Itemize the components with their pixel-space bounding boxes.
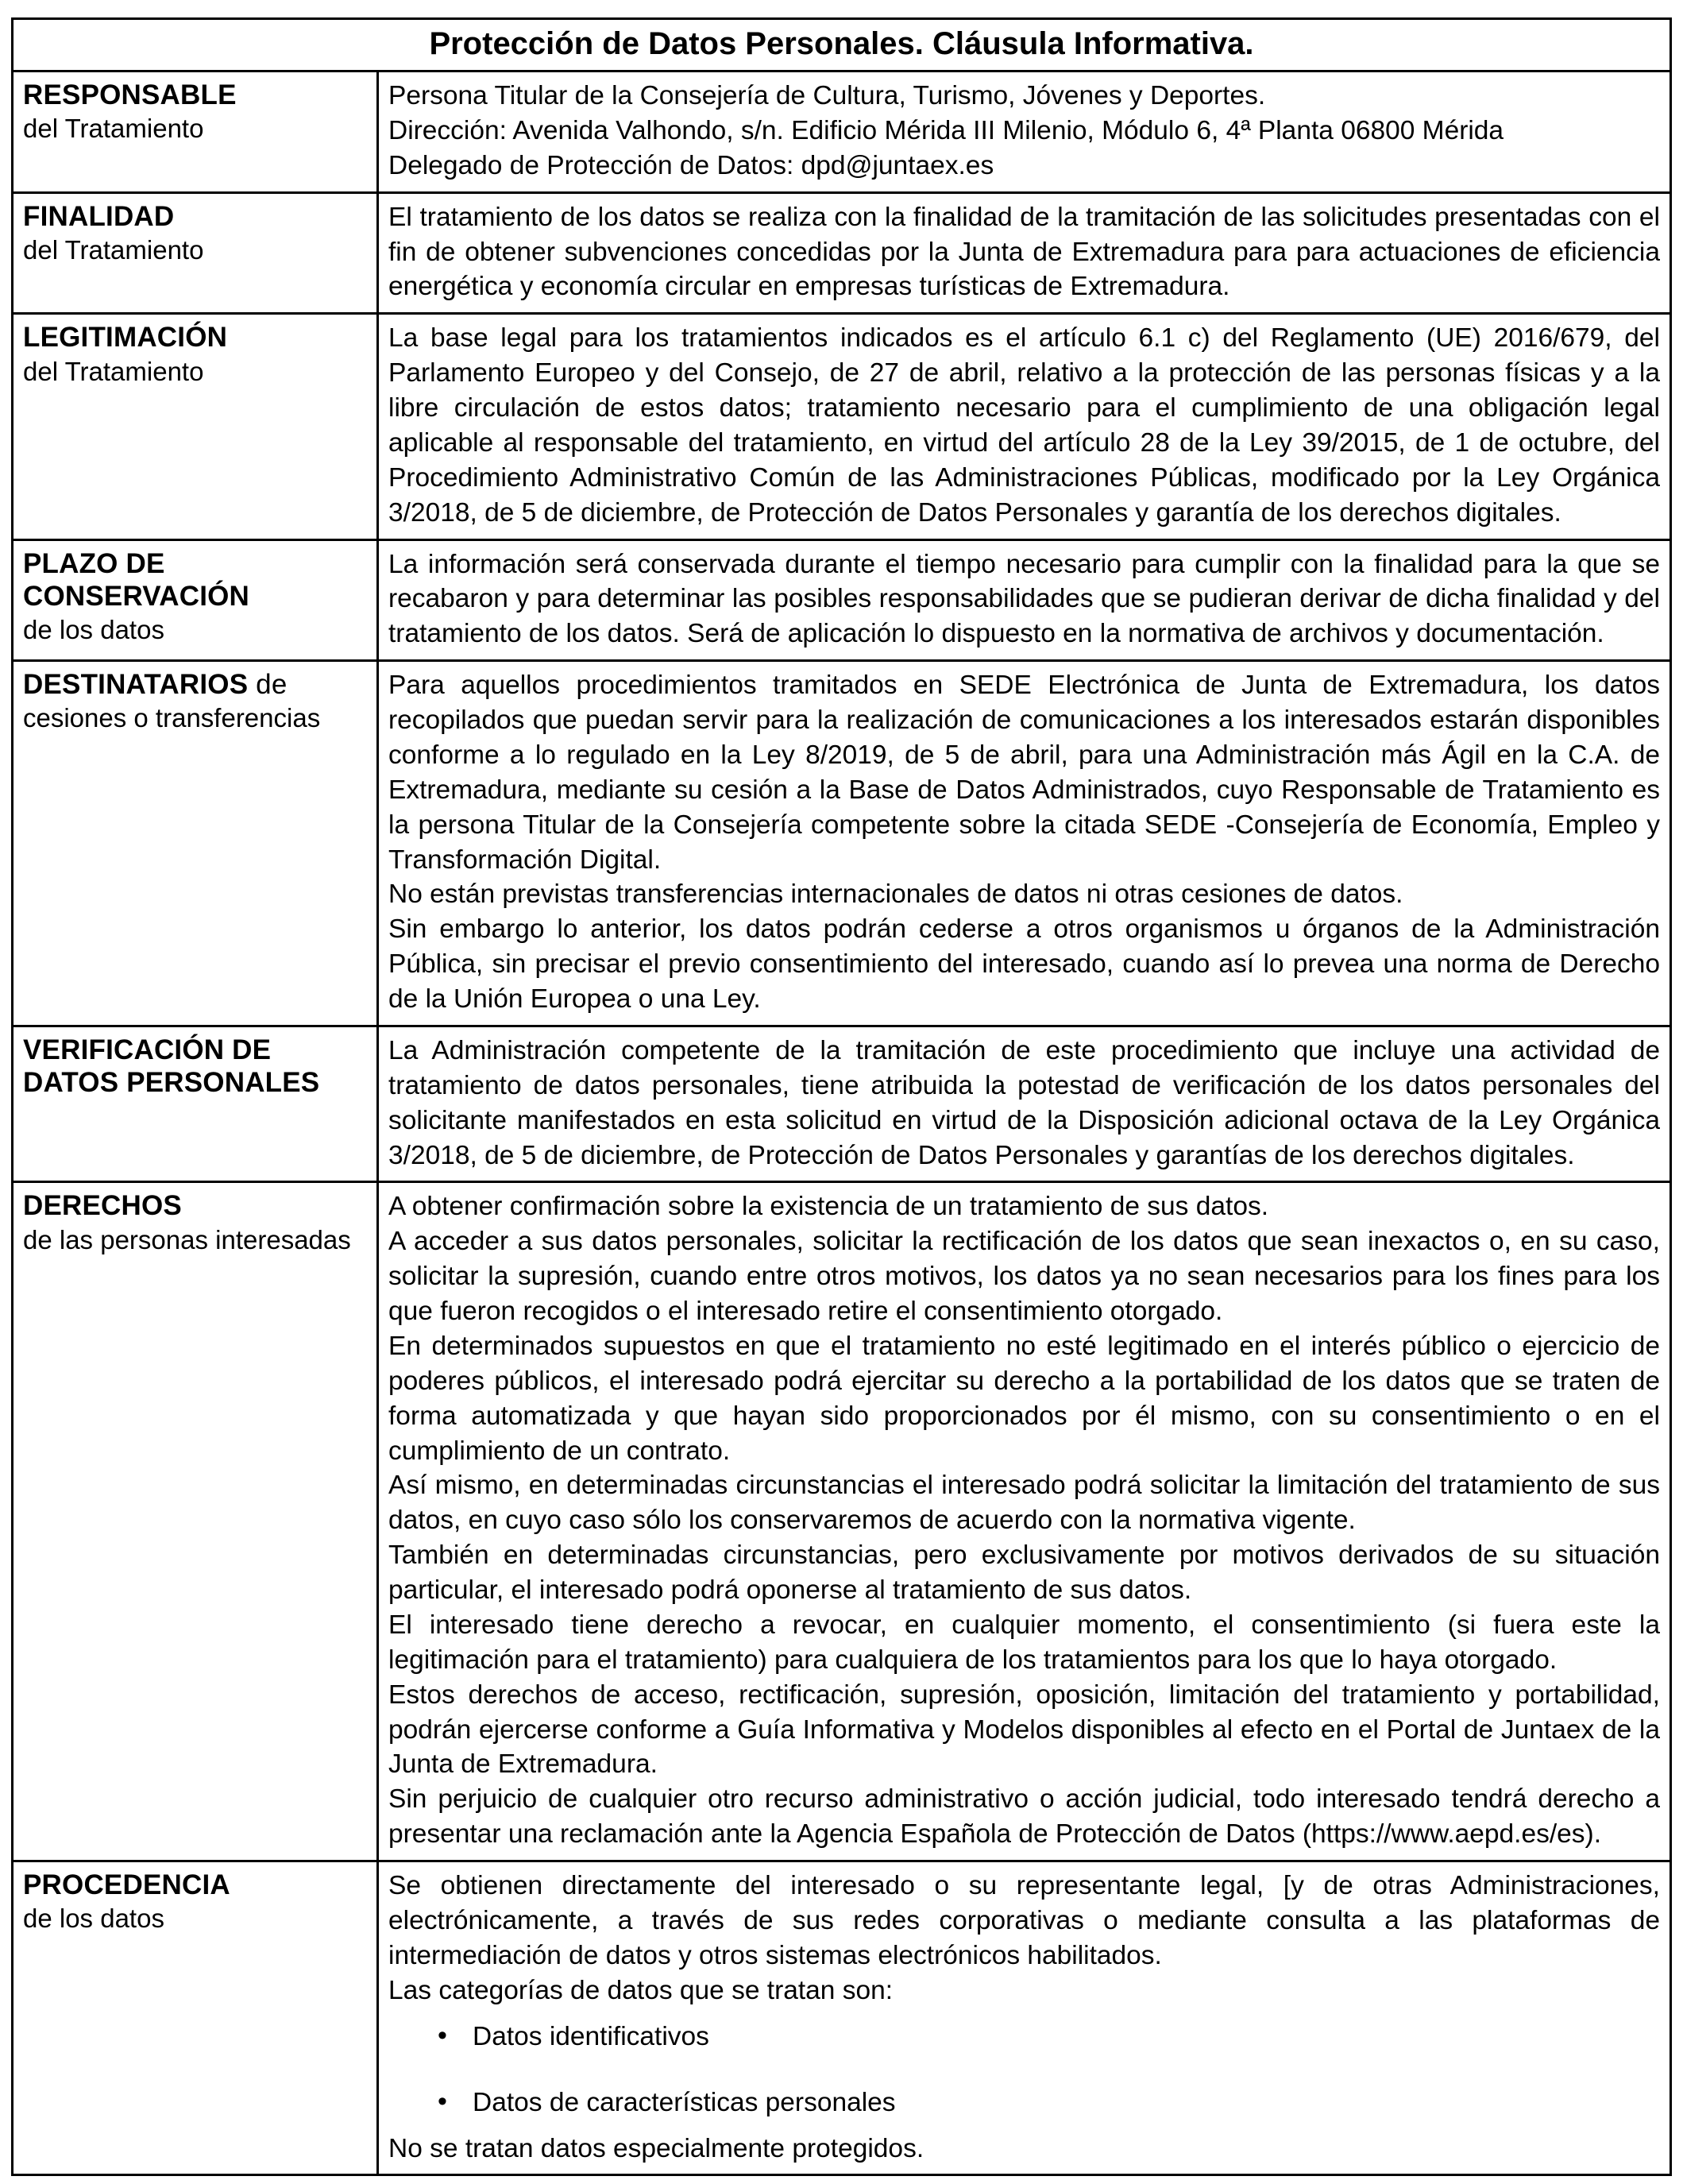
row-label-main-text: DESTINATARIOS bbox=[23, 669, 249, 701]
row-label-main: RESPONSABLE bbox=[23, 79, 237, 110]
paragraph: También en determinadas circunstancias, pero exclusivamente por motivos derivados de su situación particular, el interesado podrá oponerse al tratamiento de sus datos. bbox=[388, 1540, 1660, 1605]
special-data-note: No se tratan datos especialmente protegidos. bbox=[388, 2133, 924, 2163]
page-title: Protección de Datos Personales. Cláusula Informativa. bbox=[13, 19, 1671, 72]
row-content-responsable bbox=[378, 72, 1671, 193]
row-label-sub: del Tratamiento bbox=[23, 356, 204, 386]
paragraph: El tratamiento de los datos se realiza con la finalidad de la tramitación de las solicitudes presentadas con el fin de obtener subvenciones concedidas por la Junta de Extremadura para para actuaciones de eficiencia energética y economía circular en empresas turísticas de Extremadura. bbox=[388, 202, 1660, 302]
row-label-sub: de los datos bbox=[23, 1904, 164, 1934]
row-content-derechos bbox=[378, 1182, 1671, 1861]
paragraph: La Administración competente de la tramitación de este procedimiento que incluye una actividad de tratamiento de datos personales, tiene atribuida la potestad de verificación de los datos personales del solicitante manifestados en esta solicitud en virtud de la Disposición adicional octava de la Ley Orgánica 3/2018, de 5 de diciembre, de Protección de Datos Personales y garantías de los derechos digitales. bbox=[388, 1035, 1660, 1170]
row-label-sub: de los datos bbox=[23, 615, 164, 645]
row-label-sub: de las personas interesadas bbox=[23, 1224, 351, 1254]
table-row bbox=[13, 314, 1671, 539]
row-label-sub: del Tratamiento bbox=[23, 234, 204, 265]
paragraph: No están previstas transferencias internacionales de datos ni otras cesiones de datos. bbox=[388, 879, 1403, 910]
row-label-responsable bbox=[13, 72, 378, 193]
table-row bbox=[13, 1182, 1671, 1861]
paragraph: Para aquellos procedimientos tramitados en SEDE Electrónica de Junta de Extremadura, los datos recopilados que puedan servir para la realización de comunicaciones a los interesados estarán disponibles conforme a lo regulado en la Ley 8/2019, de 5 de abril, para una Administración más Ágil en la C.A. de Extremadura, mediante su cesión a la Base de Datos Administrados, cuyo Responsable de Tratamiento es la persona Titular de la Consejería competente sobre la citada SEDE -Consejería de Economía, Empleo y Transformación Digital. bbox=[388, 671, 1660, 875]
paragraph: Dirección: Avenida Valhondo, s/n. Edificio Mérida III Milenio, Módulo 6, 4ª Planta 06800 Mérida bbox=[388, 115, 1504, 145]
list-item: • Datos de características personales bbox=[473, 2085, 1660, 2120]
table-title-row bbox=[13, 19, 1671, 72]
table-row bbox=[13, 1026, 1671, 1182]
row-label-verificacion-datos bbox=[13, 1026, 378, 1182]
row-label-sub: cesiones o transferencias bbox=[23, 703, 321, 733]
data-categories-list bbox=[388, 2020, 1660, 2120]
row-label-derechos bbox=[13, 1182, 378, 1861]
row-label-main: PLAZO DE CONSERVACIÓN bbox=[23, 547, 250, 612]
paragraph: Sin perjuicio de cualquier otro recurso administrativo o acción judicial, todo interesado tendrá derecho a presentar una reclamación ante la Agencia Española de Protección de Datos (https://www.aepd.es/es). bbox=[388, 1784, 1660, 1850]
row-label-plazo-conservacion bbox=[13, 539, 378, 661]
row-label-legitimacion bbox=[13, 314, 378, 539]
row-label-main: PROCEDENCIA bbox=[23, 1869, 230, 1900]
paragraph: La base legal para los tratamientos indicados es el artículo 6.1 c) del Reglamento (UE) 2016/679, del Parlamento Europeo y del Consejo, de 27 de abril, relativo a la protección de las personas físicas y a la libre circulación de estos datos; tratamiento necesario para el cumplimiento de una obligación legal aplicable al responsable del tratamiento, en virtud del artículo 28 de la Ley 39/2015, de 1 de octubre, del Procedimiento Administrativo Común de las Administraciones Públicas, modificado por la Ley Orgánica 3/2018, de 5 de diciembre, de Protección de Datos Personales y garantía de los derechos digitales. bbox=[388, 323, 1660, 528]
paragraph: Las categorías de datos que se tratan son: bbox=[388, 1975, 894, 2005]
row-content-verificacion-datos bbox=[378, 1026, 1671, 1182]
row-label-finalidad bbox=[13, 192, 378, 314]
row-label-main: FINALIDAD bbox=[23, 200, 175, 232]
paragraph: Sin embargo lo anterior, los datos podrán cederse a otros organismos u órganos de la Administración Pública, sin precisar el previo consentimiento del interesado, cuando así lo prevea una norma de Derecho de la Unión Europea o una Ley. bbox=[388, 914, 1660, 1014]
paragraph: Se obtienen directamente del interesado o su representante legal, [y de otras Administraciones, electrónicamente, a través de sus redes corporativas o mediante consulta a las plataformas de intermediación de datos y otros sistemas electrónicos habilitados. bbox=[388, 1871, 1660, 1970]
row-label-main: LEGITIMACIÓN bbox=[23, 322, 228, 354]
row-content-destinatarios bbox=[378, 661, 1671, 1026]
row-label-main-tail: de bbox=[248, 669, 288, 701]
table-row bbox=[13, 661, 1671, 1026]
row-label-main: DERECHOS bbox=[23, 1190, 182, 1222]
paragraph: Así mismo, en determinadas circunstancias el interesado podrá solicitar la limitación del tratamiento de sus datos, en cuyo caso sólo los conservaremos de acuerdo con la normativa vigente. bbox=[388, 1471, 1660, 1536]
paragraph: A obtener confirmación sobre la existencia de un tratamiento de sus datos. bbox=[388, 1192, 1269, 1222]
row-label-sub: del Tratamiento bbox=[23, 114, 204, 144]
paragraph: A acceder a sus datos personales, solicitar la rectificación de los datos que sean inexactos o, en su caso, solicitar la supresión, cuando entre otros motivos, los datos ya no sean necesarios para los fines para los que fueron recogidos o el interesado retire el consentimiento otorgado. bbox=[388, 1227, 1660, 1326]
row-content-legitimacion bbox=[378, 314, 1671, 539]
row-label-main: VERIFICACIÓN DE DATOS PERSONALES bbox=[23, 1034, 320, 1099]
table-row bbox=[13, 72, 1671, 193]
row-content-finalidad bbox=[378, 192, 1671, 314]
paragraph: Delegado de Protección de Datos: dpd@juntaex.es bbox=[388, 150, 994, 180]
paragraph: El interesado tiene derecho a revocar, en cualquier momento, el consentimiento (si fuera este la legitimación para el tratamiento) para cualquiera de los tratamientos para los que lo haya otorgado. bbox=[388, 1610, 1660, 1675]
table-row bbox=[13, 192, 1671, 314]
list-item: • Datos identificativos bbox=[473, 2020, 1660, 2055]
table-row bbox=[13, 539, 1671, 661]
row-label-procedencia bbox=[13, 1861, 378, 2175]
table-row bbox=[13, 1861, 1671, 2175]
paragraph: Estos derechos de acceso, rectificación, supresión, oposición, limitación del tratamiento y portabilidad, podrán ejercerse conforme a Guía Informativa y Modelos disponibles al efecto en el Portal de Juntaex de la Junta de Extremadura. bbox=[388, 1680, 1660, 1780]
privacy-clause-table bbox=[11, 17, 1672, 2176]
row-label-destinatarios bbox=[13, 661, 378, 1026]
paragraph: Persona Titular de la Consejería de Cultura, Turismo, Jóvenes y Deportes. bbox=[388, 81, 1266, 110]
row-label-main bbox=[23, 668, 367, 701]
row-content-procedencia bbox=[378, 1861, 1671, 2175]
paragraph: La información será conservada durante el tiempo necesario para cumplir con la finalidad para la que se recabaron y para determinar las posibles responsabilidades que se pudieran derivar de dicha finalidad y del tratamiento de los datos. Será de aplicación lo dispuesto en la normativa de archivos y documentación. bbox=[388, 549, 1660, 649]
row-content-plazo-conservacion bbox=[378, 539, 1671, 661]
paragraph: En determinados supuestos en que el tratamiento no esté legitimado en el interés público o ejercicio de poderes públicos, el interesado podrá ejercitar su derecho a la portabilidad de los datos que se traten de forma automatizada y que hayan sido proporcionados por él mismo, con su consentimiento o en el cumplimiento de un contrato. bbox=[388, 1331, 1660, 1466]
